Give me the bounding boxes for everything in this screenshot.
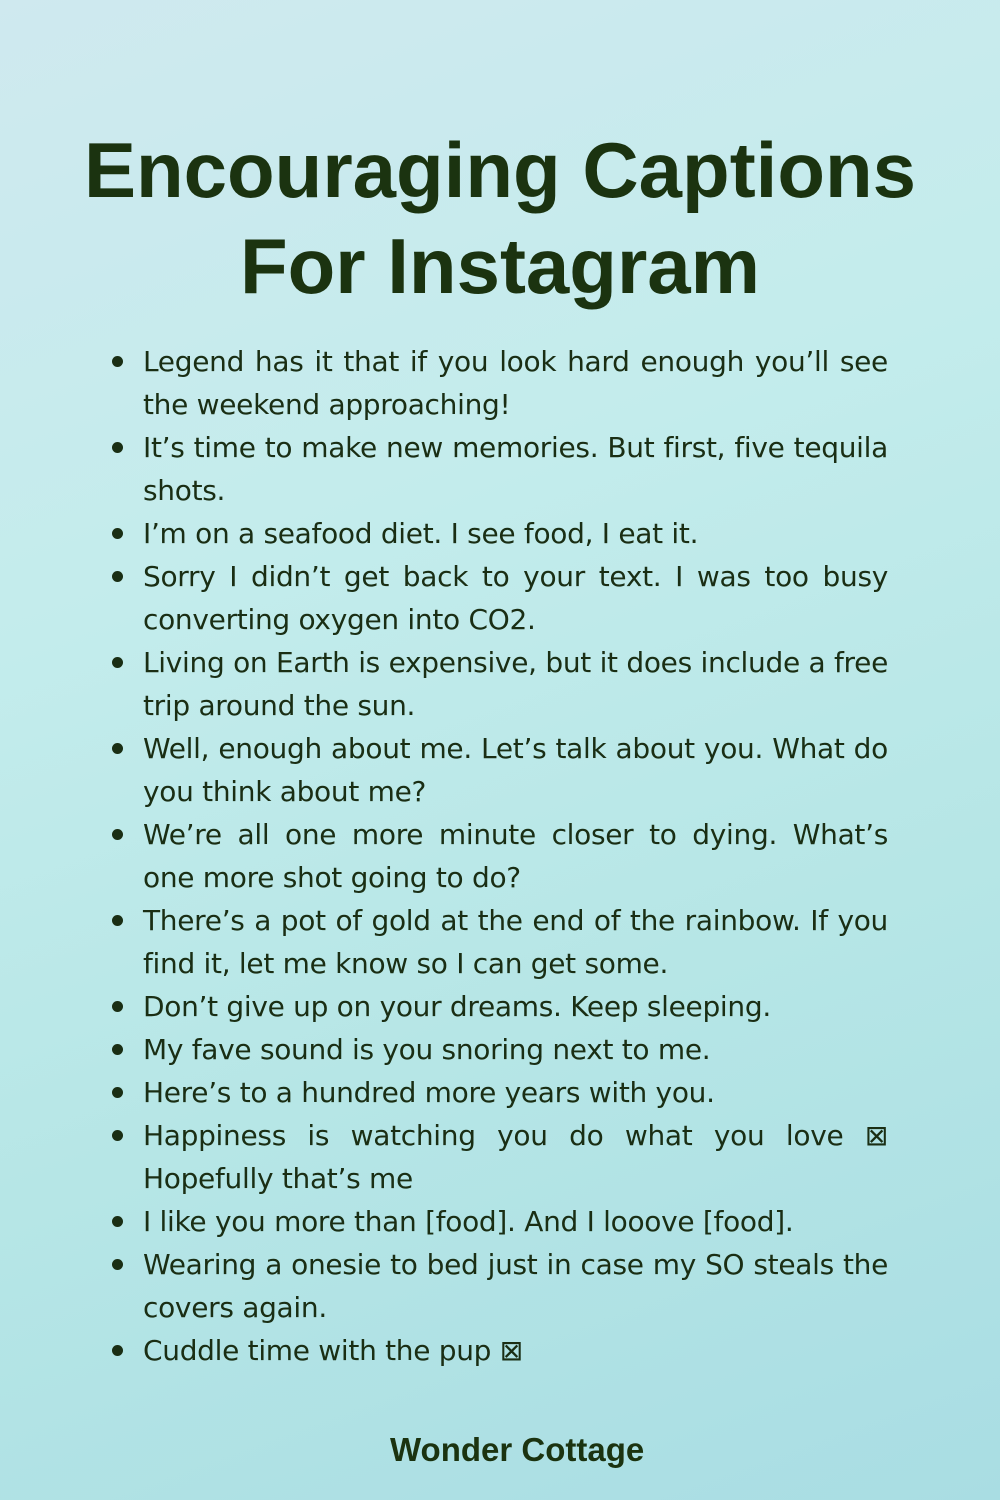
bullet-icon	[112, 743, 123, 754]
bullet-icon	[112, 1087, 123, 1098]
caption-item	[110, 1071, 888, 1114]
caption-item	[110, 641, 888, 727]
caption-item	[110, 727, 888, 813]
caption-text: Here’s to a hundred more years with you.	[143, 1076, 715, 1109]
title-line-2: For Instagram	[239, 222, 761, 310]
caption-item	[110, 1114, 888, 1200]
footer-brand: Wonder Cottage	[390, 1431, 645, 1468]
caption-text: Happiness is watching you do what you love ⊠ Hopefully that’s me	[143, 1119, 888, 1195]
caption-text: Well, enough about me. Let’s talk about you. What do you think about me?	[143, 732, 888, 808]
caption-item	[110, 813, 888, 899]
caption-text: There’s a pot of gold at the end of the rainbow. If you find it, let me know so I can get some.	[143, 904, 888, 980]
caption-item	[110, 426, 888, 512]
caption-text: I like you more than [food]. And I looove [food].	[143, 1205, 794, 1238]
caption-item	[110, 1028, 888, 1071]
bullet-icon	[112, 442, 123, 453]
caption-text: I’m on a seafood diet. I see food, I eat it.	[143, 517, 699, 550]
bullet-icon	[112, 571, 123, 582]
bullet-icon	[112, 915, 123, 926]
caption-item	[110, 1329, 888, 1372]
caption-list	[110, 340, 888, 1372]
caption-text: Living on Earth is expensive, but it does include a free trip around the sun.	[143, 646, 888, 722]
caption-item	[110, 512, 888, 555]
page-title	[0, 122, 1000, 314]
bullet-icon	[112, 829, 123, 840]
caption-item	[110, 899, 888, 985]
bullet-icon	[112, 657, 123, 668]
caption-text: Wearing a onesie to bed just in case my SO steals the covers again.	[143, 1248, 888, 1324]
bullet-icon	[112, 1259, 123, 1270]
caption-item	[110, 555, 888, 641]
bullet-icon	[112, 1130, 123, 1141]
bullet-icon	[112, 1044, 123, 1055]
caption-text: We’re all one more minute closer to dying. What’s one more shot going to do?	[143, 818, 888, 894]
caption-item	[110, 985, 888, 1028]
caption-text: Sorry I didn’t get back to your text. I was too busy converting oxygen into CO2.	[143, 560, 888, 636]
caption-text: It’s time to make new memories. But first, five tequila shots.	[143, 431, 888, 507]
caption-item	[110, 1243, 888, 1329]
caption-text: Cuddle time with the pup ⊠	[143, 1334, 523, 1367]
bullet-icon	[112, 528, 123, 539]
caption-item	[110, 1200, 888, 1243]
bullet-icon	[112, 356, 123, 367]
caption-text: My fave sound is you snoring next to me.	[143, 1033, 711, 1066]
caption-text: Legend has it that if you look hard enough you’ll see the weekend approaching!	[143, 345, 888, 421]
title-line-1: Encouraging Captions	[83, 126, 917, 214]
bullet-icon	[112, 1345, 123, 1356]
bullet-icon	[112, 1216, 123, 1227]
caption-item	[110, 340, 888, 426]
bullet-icon	[112, 1001, 123, 1012]
caption-text: Don’t give up on your dreams. Keep sleeping.	[143, 990, 771, 1023]
